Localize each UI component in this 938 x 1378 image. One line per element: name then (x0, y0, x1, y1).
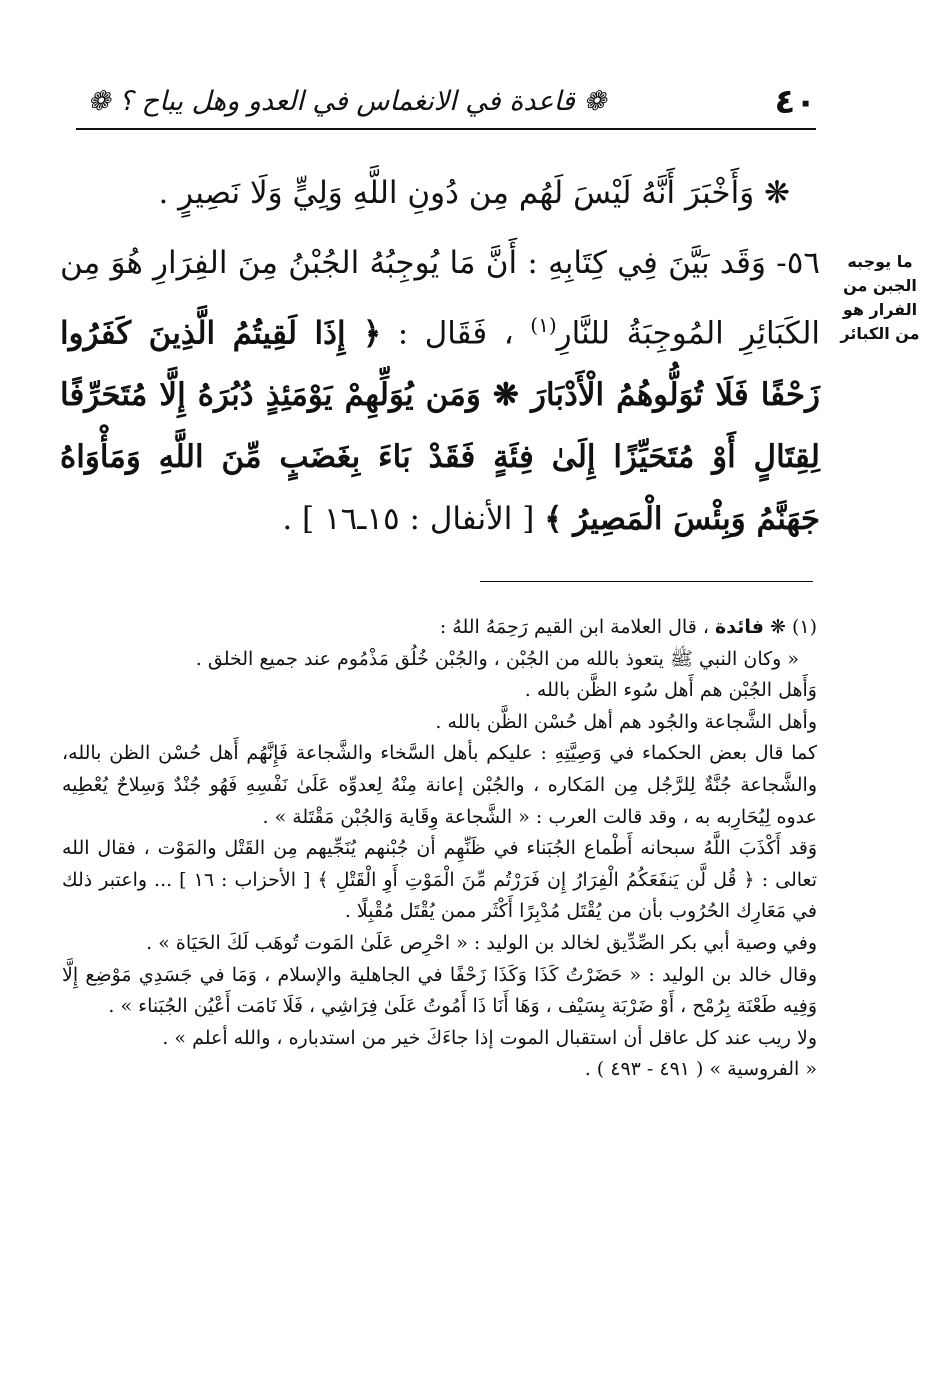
main-line-bullet: ❋ وَأَخْبَرَ أَنَّهُ لَيْسَ لَهُم مِن دُونِ اللَّهِ وَلِيٍّ وَلَا نَصِيرٍ . (158, 175, 790, 211)
footnote-paragraph: وَأَهل الجُبْن هم أَهل سُوء الظَّن بالله . (524, 679, 817, 702)
footnote-paragraph: وقال خالد بن الوليد : « حَضَرْتُ كَذَا وَكَذَا زَحْفًا في الجاهلية والإسلام ، وَمَا في جَسَدِي مَوْضِع إِلَّا وَفِيه طَعْنَة بِرُمْح ، أَوْ ضَرْبَة بِسَيْف ، وَهَا أَنَا ذَا أَمُوتُ عَلَىٰ فِرَاشِي ، فَلَا نَامَت أَعْيُن الجُبَناء » . (62, 963, 817, 1018)
footnote-label: فائدة (715, 616, 764, 638)
header-divider (76, 128, 816, 130)
quran-reference: [ الأنفال : ١٥ـ١٦ ] . (282, 501, 535, 538)
footnote-intro: ، قال العلامة ابن القيم رَحِمَهُ اللهُ : (439, 616, 709, 638)
footnote (62, 612, 817, 1086)
running-title: ❁ قاعدة في الانغماس في العدو وهل يباح ؟ ❁ (87, 86, 606, 117)
footnote-divider (480, 581, 813, 582)
footnote-paragraph: وأهل الشَّجاعة والجُود هم أهل حُسْن الظَّن بالله . (435, 710, 817, 733)
paragraph-56-bridge: ، فَقَال : (397, 315, 514, 352)
footnote-paragraph: كما قال بعض الحكماء في وَصِيَّتِهِ : عليكم بأهل السَّخاء والشَّجاعة فَإِنَّهُم أَهل حُسْن الظن بالله، والشَّجاعة جُنَّةٌ لِلرَّجُل مِن المَكاره ، والجُبْن إعانة مِنْهُ لِعدوِّه عَلَىٰ نَفْسِهِ فَهُو جُنْدٌ وَسِلاحٌ يُعْطِيه عدوه لِيُحَارِبه به ، وقد قالت العرب : « الشَّجاعة وِقَاية وَالجُبْن مَقْتَلة » . (62, 742, 817, 828)
quran-verse: ﴿ إِذَا لَقِيتُمُ الَّذِينَ كَفَرُوا زَحْفًا فَلَا تُوَلُّوهُمُ الْأَدْبَارَ ❋ وَمَن يُوَلِّهِمْ يَوْمَئِذٍ دُبُرَهُ إِلَّا مُتَحَرِّفًا لِقِتَالٍ أَوْ مُتَحَيِّزًا إِلَىٰ فِئَةٍ فَقَدْ بَاءَ بِغَضَبٍ مِّنَ اللَّهِ وَمَأْوَاهُ جَهَنَّمُ وَبِئْسَ الْمَصِيرُ ﴾ (60, 315, 820, 538)
side-note (830, 250, 930, 346)
side-note-line: من الكبائر (840, 324, 920, 343)
paragraph-56 (60, 232, 820, 550)
page-header (76, 78, 816, 126)
side-note-line: ما يوجبه (847, 252, 913, 271)
footnote-ref[interactable]: (١) (530, 313, 557, 337)
footnote-paragraph: وفي وصية أبي بكر الصِّدِّيق لخالد بن الوليد : « احْرِص عَلَىٰ المَوت تُوهَب لَكَ الحَيَاة » . (146, 931, 817, 954)
main-text (60, 162, 820, 550)
page-number: ٤٠ (774, 82, 816, 122)
footnote-heading (62, 612, 817, 644)
footnote-paragraph: وَقد أَكْذَبَ اللَّهُ سبحانه أَطْماع الجُبَناء في ظَنِّهِم أن جُبْنهم يُنَجِّيهم مِن القَتْل والمَوْت ، فقال الله تعالى : ﴿ قُل لَّن يَنفَعَكُمُ الْفِرَارُ إِن فَرَرْتُم مِّنَ الْمَوْتِ أَوِ الْقَتْلِ ﴾ [ الأحزاب : ١٦ ] ... واعتبر ذلك في مَعَارِك الحُرُوب بأن من يُقْتَل مُدْبِرًا أَكْثَر ممن يُقْتَل مُقْبِلًا . (62, 837, 817, 923)
footnote-paragraph: ولا ريب عند كل عاقل أن استقبال الموت إذا جاءَكَ خير من استدباره ، والله أعلم » . (162, 1026, 817, 1049)
footnote-paragraph: « وكان النبي ﷺ يتعوذ بالله من الجُبْن ، والجُبْن خُلُق مَذْمُوم عند جميع الخلق . (195, 647, 799, 670)
paragraph-56-intro: ٥٦- وَقَد بَيَّنَ فِي كِتَابِهِ : أَنَّ مَا يُوجِبُهُ الجُبْنُ مِنَ الفِرَارِ هُوَ مِن الكَبَائِرِ المُوجِبَةُ للنَّارِ (60, 245, 820, 352)
footnote-number: (١) ❋ (769, 616, 817, 638)
footnote-source: « الفروسية » ( ٤٩١ - ٤٩٣ ) . (584, 1058, 817, 1081)
side-note-line: الجبن من (843, 276, 917, 295)
side-note-line: الفرار هو (842, 300, 918, 319)
